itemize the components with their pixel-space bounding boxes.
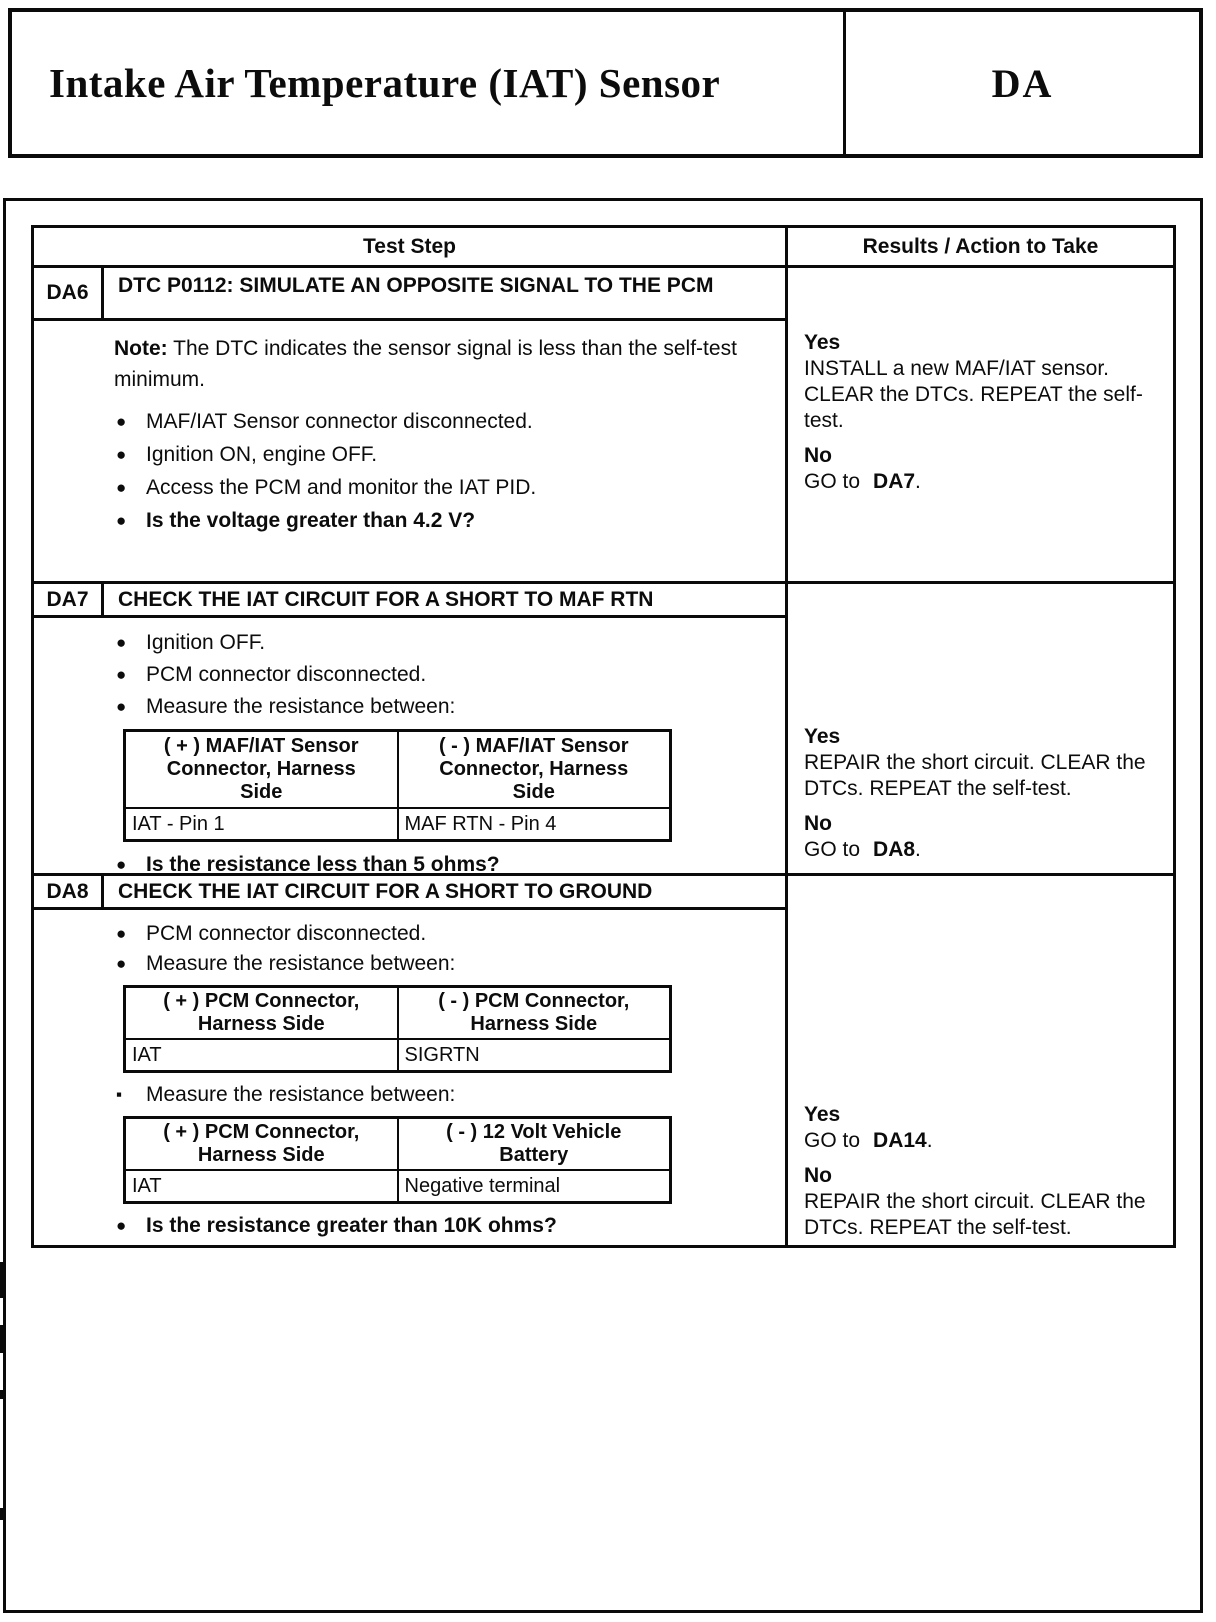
da7-results-cell — [788, 584, 1173, 873]
da8-yes-action: GO to DA14. — [804, 1129, 933, 1152]
scan-artifact — [0, 1508, 4, 1520]
da8-pin-table-1-cell-minus: SIGRTN — [398, 1039, 671, 1072]
da7-pin-table — [123, 729, 672, 842]
da6-results-cell — [788, 268, 1173, 581]
da8-yes-label: Yes — [804, 1103, 841, 1126]
bullet-icon: ● — [116, 697, 127, 716]
da7-step-title: CHECK THE IAT CIRCUIT FOR A SHORT TO MAF RTN — [118, 588, 654, 611]
bullet-icon: ● — [116, 665, 127, 684]
da8-title-row — [34, 876, 785, 910]
da8-test-step-cell — [34, 876, 788, 1245]
da6-step-id: DA6 — [34, 268, 104, 318]
test-step-da8 — [34, 873, 1173, 1245]
da8-pin-table-2-header-minus: ( - ) 12 Volt Vehicle Battery — [398, 1118, 671, 1171]
section-code: DA — [991, 60, 1054, 106]
da8-results-cell — [788, 876, 1173, 1245]
bullet-icon: ● — [116, 1216, 127, 1235]
da6-bullet-2: ● Ignition ON, engine OFF. — [116, 438, 785, 471]
da6-yes-label: Yes — [804, 331, 841, 354]
da7-no-label: No — [804, 812, 832, 835]
test-step-da6 — [34, 268, 1173, 581]
bullet-icon: ● — [116, 511, 127, 530]
da6-yes-action-1: INSTALL a new MAF/IAT sensor. — [804, 357, 1110, 380]
da6-no-result — [804, 443, 1159, 495]
content-frame — [3, 198, 1203, 1613]
da8-pin-table-2-header-plus: ( + ) PCM Connector, Harness Side — [125, 1118, 398, 1171]
da7-step-body — [34, 618, 785, 873]
da8-step-title: CHECK THE IAT CIRCUIT FOR A SHORT TO GROUND — [118, 880, 653, 903]
bullet-icon: ● — [116, 954, 127, 973]
da7-pin-table-cell-plus: IAT - Pin 1 — [125, 808, 398, 841]
bullet-icon: ● — [116, 924, 127, 943]
da6-yes-result — [804, 330, 1159, 434]
da8-pin-table-1-header-minus: ( - ) PCM Connector, Harness Side — [398, 987, 671, 1040]
table-header-row — [34, 228, 1173, 268]
da7-pin-table-header-plus: ( + ) MAF/IAT Sensor Connector, Harness Side — [125, 731, 398, 809]
da7-no-action: GO to DA8. — [804, 838, 921, 861]
da8-no-label: No — [804, 1164, 832, 1187]
da7-yes-label: Yes — [804, 725, 841, 748]
da8-step-body — [34, 910, 785, 1241]
da7-yes-action: REPAIR the short circuit. CLEAR the DTCs. REPEAT the self-test. — [804, 751, 1146, 800]
da6-test-step-cell — [34, 268, 788, 581]
da7-bullet-2: ● PCM connector disconnected. — [116, 659, 785, 691]
da7-pin-table-cell-minus: MAF RTN - Pin 4 — [398, 808, 671, 841]
scan-artifact — [0, 1262, 4, 1298]
da8-pin-table-2-cell-plus: IAT — [125, 1170, 398, 1203]
test-step-da7 — [34, 581, 1173, 873]
da8-pin-table-2 — [123, 1116, 672, 1204]
da8-goto-target: DA14 — [873, 1129, 927, 1152]
bullet-icon: ● — [116, 445, 127, 464]
da6-no-label: No — [804, 444, 832, 467]
da8-pin-table-2-cell-minus: Negative terminal — [398, 1170, 671, 1203]
da8-bullet-3: ▪ Measure the resistance between: — [116, 1080, 785, 1110]
da8-yes-result — [804, 1102, 1159, 1154]
da8-bullet-2: ● Measure the resistance between: — [116, 949, 785, 979]
da7-yes-result — [804, 724, 1159, 802]
da6-goto-target: DA7 — [873, 470, 916, 493]
da6-note-text: The DTC indicates the sensor signal is less than the self-test minimum. — [114, 337, 737, 391]
da8-question: ● Is the resistance greater than 10K ohms? — [116, 1211, 785, 1241]
section-code-cell — [846, 12, 1199, 154]
scan-artifact — [0, 1390, 6, 1399]
da6-step-title: DTC P0112: SIMULATE AN OPPOSITE SIGNAL TO THE PCM — [118, 274, 714, 297]
scan-artifact — [0, 1325, 4, 1353]
bullet-icon: ● — [116, 412, 127, 431]
da8-pin-table-1-cell-plus: IAT — [125, 1039, 398, 1072]
da6-note — [114, 333, 774, 395]
diagnostic-table — [31, 225, 1176, 1248]
da7-question: ● Is the resistance less than 5 ohms? — [116, 849, 785, 873]
da7-title-row — [34, 584, 785, 618]
da6-no-action: GO to DA7. — [804, 470, 921, 493]
da7-test-step-cell — [34, 584, 788, 873]
da6-question: ● Is the voltage greater than 4.2 V? — [116, 504, 785, 537]
bullet-icon: ▪ — [116, 1085, 123, 1104]
da8-no-result — [804, 1163, 1159, 1241]
da6-yes-action-2: CLEAR the DTCs. REPEAT the self-test. — [804, 383, 1143, 432]
col-header-results: Results / Action to Take — [862, 234, 1099, 258]
da8-bullet-1: ● PCM connector disconnected. — [116, 919, 785, 949]
da6-title-row — [34, 268, 785, 321]
bullet-icon: ● — [116, 855, 127, 873]
da6-bullet-1: ● MAF/IAT Sensor connector disconnected. — [116, 405, 785, 438]
da6-step-body — [34, 321, 785, 537]
da8-no-action: REPAIR the short circuit. CLEAR the DTCs. REPEAT the self-test. — [804, 1190, 1146, 1239]
da8-pin-table-1-header-plus: ( + ) PCM Connector, Harness Side — [125, 987, 398, 1040]
da8-pin-table-1 — [123, 985, 672, 1073]
page-title: Intake Air Temperature (IAT) Sensor — [49, 60, 721, 106]
bullet-icon: ● — [116, 478, 127, 497]
da7-no-result — [804, 811, 1159, 863]
da6-note-label: Note: — [114, 337, 168, 360]
da7-step-id: DA7 — [34, 584, 104, 615]
da7-pin-table-header-minus: ( - ) MAF/IAT Sensor Connector, Harness Side — [398, 731, 671, 809]
col-header-test-step: Test Step — [34, 228, 788, 265]
da7-goto-target: DA8 — [873, 838, 916, 861]
da7-bullet-1: ● Ignition OFF. — [116, 627, 785, 659]
page-title-cell — [12, 12, 846, 154]
da8-step-id: DA8 — [34, 876, 104, 907]
page-header — [8, 8, 1203, 158]
da7-bullet-3: ● Measure the resistance between: — [116, 691, 785, 723]
bullet-icon: ● — [116, 633, 127, 652]
da6-bullet-3: ● Access the PCM and monitor the IAT PID. — [116, 471, 785, 504]
